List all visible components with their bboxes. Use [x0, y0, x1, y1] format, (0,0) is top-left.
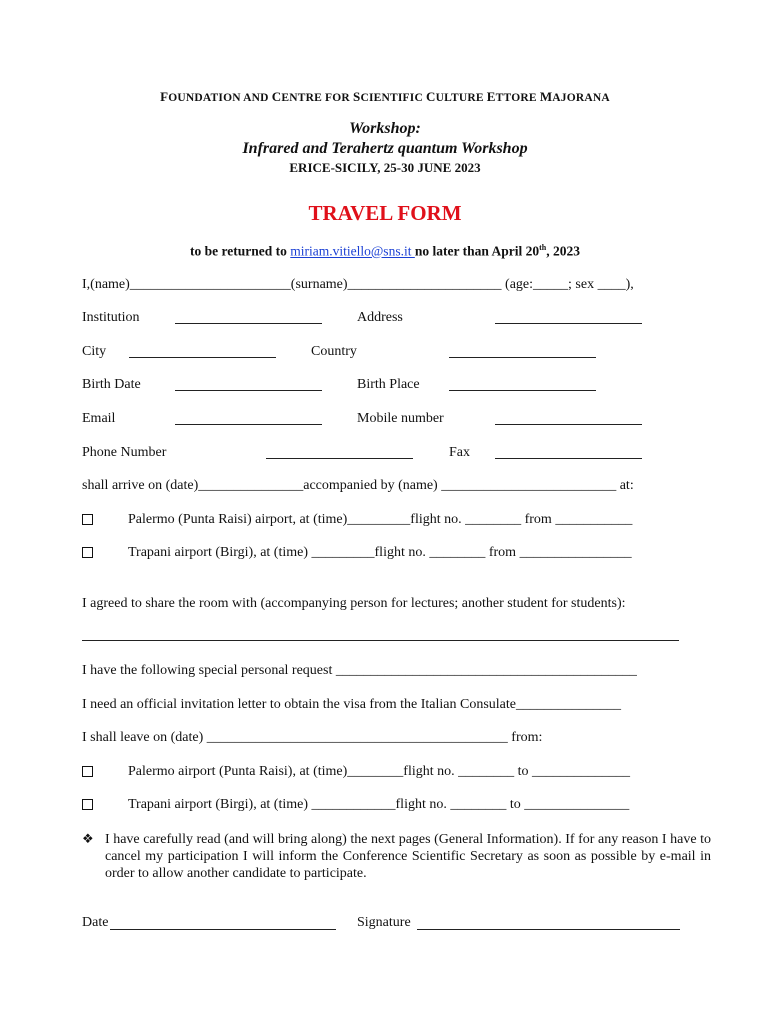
arrival-line[interactable]: shall arrive on (date)_______________accompanied by (name) _________________________ at: [82, 478, 634, 493]
fax-field[interactable] [495, 458, 642, 459]
cancellation-note: I have carefully read (and will bring along) the next pages (General Information). If for any reason I have to cancel my participation I will inform the Conference Scientific Secretary as soon as possible by e-mail in order to allow another candidate to participate. [105, 832, 711, 881]
departure-palermo-option[interactable]: Palermo airport (Punta Raisi), at (time)________flight no. ________ to ______________ [128, 764, 630, 779]
mobile-label: Mobile number [357, 411, 444, 426]
foundation-initial: S [353, 89, 361, 104]
address-label: Address [357, 310, 403, 325]
city-label: City [82, 344, 107, 359]
birth-place-label: Birth Place [357, 377, 420, 392]
email-label: Email [82, 411, 116, 426]
city-field[interactable] [129, 357, 276, 358]
arrival-palermo-option[interactable]: Palermo (Punta Raisi) airport, at (time)_________flight no. ________ from ___________ [128, 512, 633, 527]
date-field[interactable] [110, 929, 336, 930]
institution-field[interactable] [175, 323, 322, 324]
foundation-initial: F [160, 89, 169, 104]
location-dates: ERICE-SICILY, 25-30 JUNE 2023 [289, 160, 481, 175]
signature-label: Signature [357, 915, 411, 930]
departure-trapani-option[interactable]: Trapani airport (Birgi), at (time) ____________flight no. ________ to _______________ [128, 797, 630, 812]
country-label: Country [311, 344, 357, 359]
foundation-initial: M [539, 89, 553, 104]
departure-palermo-checkbox[interactable] [82, 766, 93, 777]
birth-date-label: Birth Date [82, 377, 141, 392]
foundation-initial: C [426, 89, 436, 104]
arrival-palermo-checkbox[interactable] [82, 514, 93, 525]
arrival-trapani-option[interactable]: Trapani airport (Birgi), at (time) _________flight no. ________ from ________________ [128, 545, 632, 560]
foundation-name [0, 89, 770, 105]
visa-request-line[interactable]: I need an official invitation letter to obtain the visa from the Italian Consulate_______________ [82, 697, 621, 712]
foundation-part: CIENTIFIC [360, 92, 427, 104]
workshop-title: Infrared and Terahertz quantum Workshop [242, 140, 528, 157]
foundation-part: AJORANA [552, 92, 610, 104]
country-field[interactable] [449, 357, 596, 358]
foundation-part: OUNDATION AND [168, 92, 272, 104]
departure-line[interactable]: I shall leave on (date) ___________________________________________ from: [82, 730, 543, 745]
phone-field[interactable] [266, 458, 413, 459]
name-surname-age-sex-line[interactable]: I,(name)_______________________(surname)______________________ (age:_____; sex ____), [82, 277, 634, 292]
return-deadline-sup: th [539, 243, 547, 252]
date-label: Date [82, 915, 109, 930]
form-title: TRAVEL FORM [308, 201, 462, 225]
mobile-field[interactable] [495, 424, 642, 425]
return-instructions [0, 243, 770, 260]
foundation-initial: C [271, 89, 282, 104]
special-request-line[interactable]: I have the following special personal request ___________________________________________ [82, 663, 637, 678]
address-field[interactable] [495, 323, 642, 324]
foundation-part: ENTRE FOR [281, 92, 354, 104]
birth-place-field[interactable] [449, 390, 596, 391]
room-share-field[interactable] [82, 640, 679, 641]
return-prefix: to be returned to [190, 243, 291, 259]
return-deadline: no later than April 20 [414, 243, 540, 259]
foundation-part: TTORE [495, 92, 540, 104]
email-field[interactable] [175, 424, 322, 425]
diamond-bullet-icon: ❖ [82, 831, 94, 846]
room-share-label: I agreed to share the room with (accompanying person for lectures; another student for students): [82, 596, 626, 611]
birth-date-field[interactable] [175, 390, 322, 391]
phone-label: Phone Number [82, 445, 167, 460]
institution-label: Institution [82, 310, 140, 325]
fax-label: Fax [449, 445, 470, 460]
arrival-trapani-checkbox[interactable] [82, 547, 93, 558]
departure-trapani-checkbox[interactable] [82, 799, 93, 810]
foundation-part: ULTURE [435, 92, 487, 104]
signature-field[interactable] [417, 929, 680, 930]
workshop-label: Workshop: [349, 120, 421, 137]
return-deadline-year: , 2023 [546, 243, 580, 259]
foundation-initial: E [486, 89, 496, 104]
return-email-link[interactable]: miriam.vitiello@sns.it [290, 243, 415, 259]
